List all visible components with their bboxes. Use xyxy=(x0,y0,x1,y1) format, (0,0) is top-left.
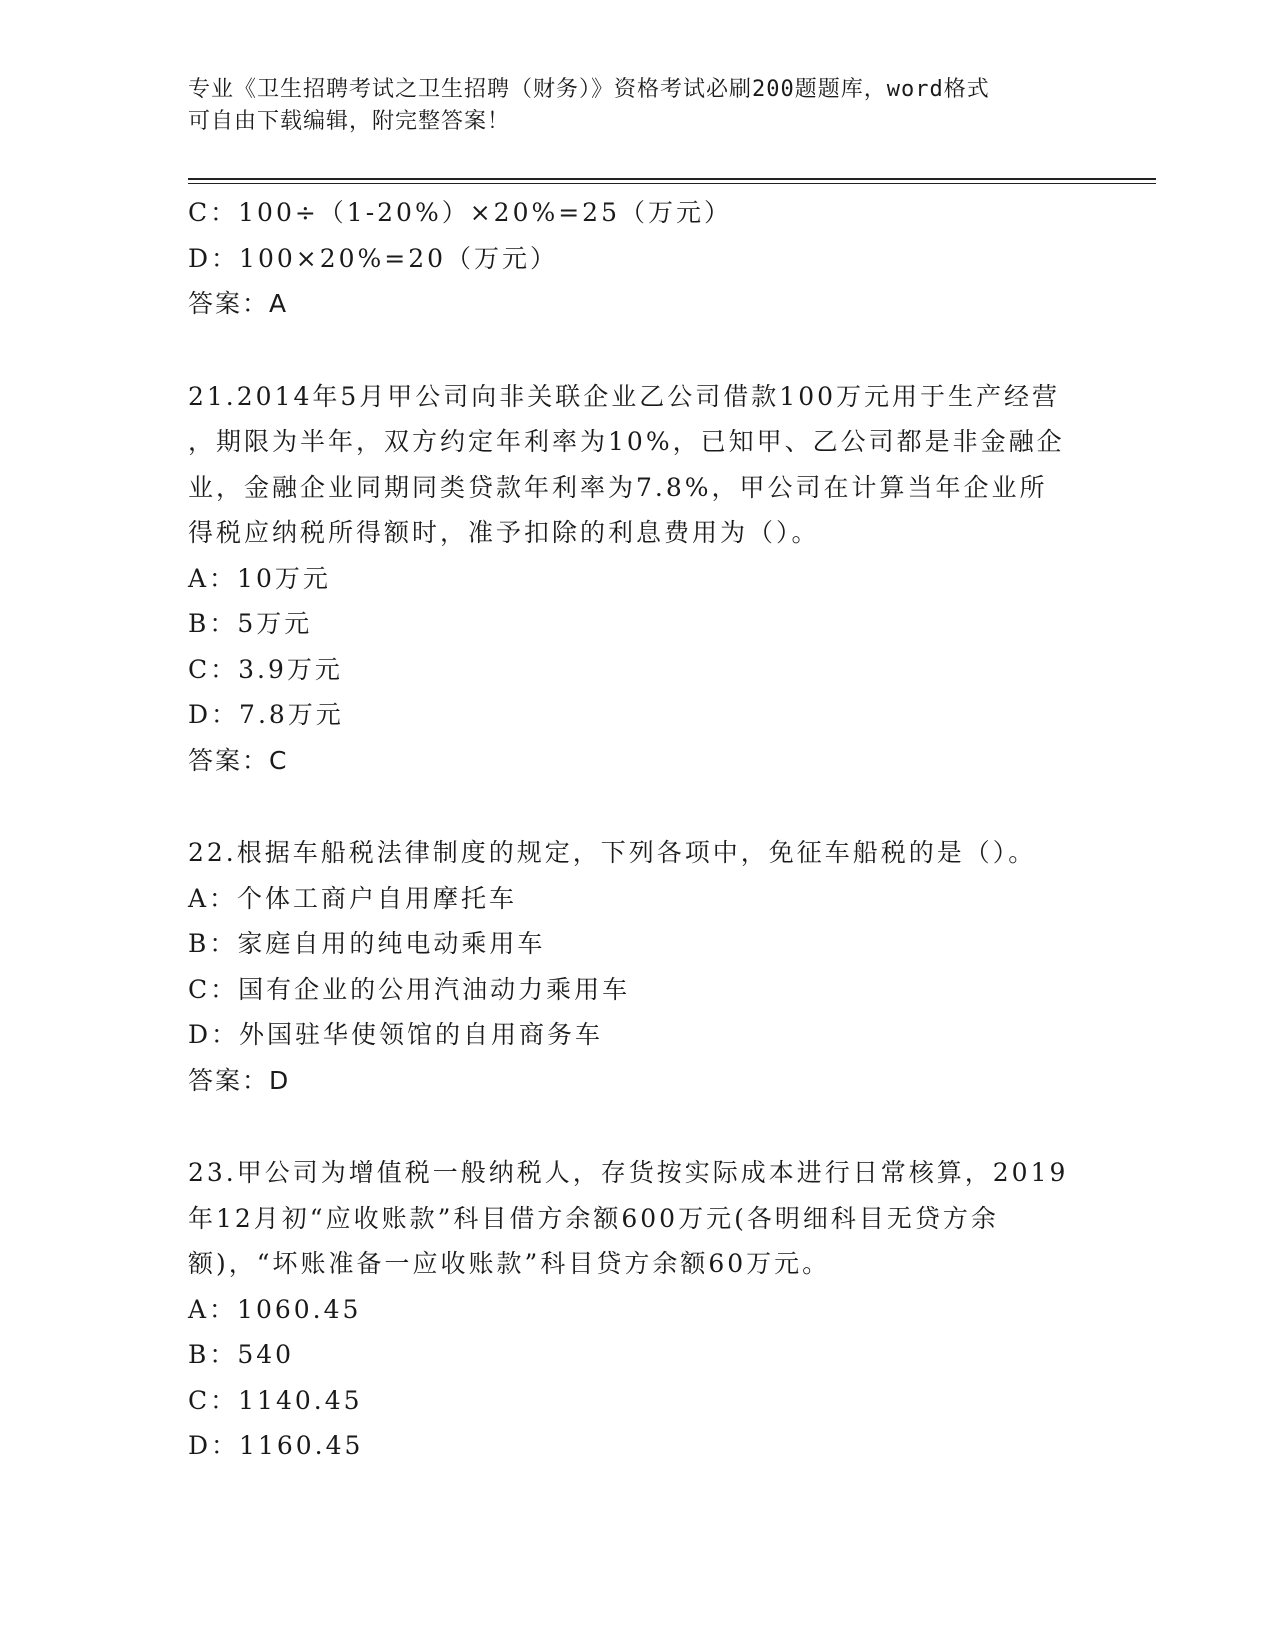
option-b: B：家庭自用的纯电动乘用车 xyxy=(188,929,546,958)
spacer xyxy=(188,783,1088,830)
header-line-1: 专业《卫生招聘考试之卫生招聘（财务）》资格考试必刷200题题库，word格式 xyxy=(188,77,990,102)
spacer xyxy=(188,1103,1088,1150)
option-c: C：100÷（1-20%）×20%=25（万元） xyxy=(188,198,732,227)
answer-line: 答案：C xyxy=(188,745,289,775)
option-a: A：1060.45 xyxy=(188,1294,362,1324)
option-a: A：个体工商户自用摩托车 xyxy=(188,883,518,913)
question-stem-line: ，期限为半年，双方约定年利率为10%，已知甲、乙公司都是非金融企 xyxy=(188,427,1065,456)
document-header xyxy=(188,74,1088,138)
question-stem-line: 年12月初“应收账款”科目借方余额600万元(各明细科目无贷方余 xyxy=(188,1203,999,1233)
question-stem-line: 额)，“坏账准备一应收账款”科目贷方余额60万元。 xyxy=(188,1249,831,1278)
option-b: B：540 xyxy=(188,1340,295,1369)
question-22 xyxy=(188,830,1088,1103)
question-21 xyxy=(188,374,1088,784)
option-d: D：100×20%=20（万元） xyxy=(188,243,559,273)
answer-line: 答案：D xyxy=(188,1065,291,1095)
answer-line: 答案：A xyxy=(188,289,289,318)
option-a: A：10万元 xyxy=(188,563,331,593)
question-content xyxy=(188,190,1088,1469)
question-stem-line: 23.甲公司为增值税一般纳税人，存货按实际成本进行日常核算，2019 xyxy=(188,1158,1069,1187)
option-c: C：3.9万元 xyxy=(188,654,343,684)
question-stem-line: 业，金融企业同期同类贷款年利率为7.8%，甲公司在计算当年企业所 xyxy=(188,472,1048,502)
header-divider-thick xyxy=(188,178,1156,180)
question-stem-line: 21.2014年5月甲公司向非关联企业乙公司借款100万元用于生产经营 xyxy=(188,381,1061,411)
option-d: D：1160.45 xyxy=(188,1431,364,1460)
option-d: D：7.8万元 xyxy=(188,700,344,729)
header-line-2: 可自由下载编辑，附完整答案！ xyxy=(188,109,511,134)
option-c: C：1140.45 xyxy=(188,1385,363,1415)
header-divider-thin xyxy=(188,183,1156,184)
question-23 xyxy=(188,1150,1088,1469)
spacer xyxy=(188,327,1088,374)
option-d: D：外国驻华使领馆的自用商务车 xyxy=(188,1020,604,1049)
option-c: C：国有企业的公用汽油动力乘用车 xyxy=(188,974,631,1004)
question-stem-line: 22.根据车船税法律制度的规定，下列各项中，免征车船税的是（）。 xyxy=(188,838,1037,867)
question-stem-line: 得税应纳税所得额时，准予扣除的利息费用为（）。 xyxy=(188,518,820,547)
question-20-tail xyxy=(188,190,1088,327)
option-b: B：5万元 xyxy=(188,609,313,638)
